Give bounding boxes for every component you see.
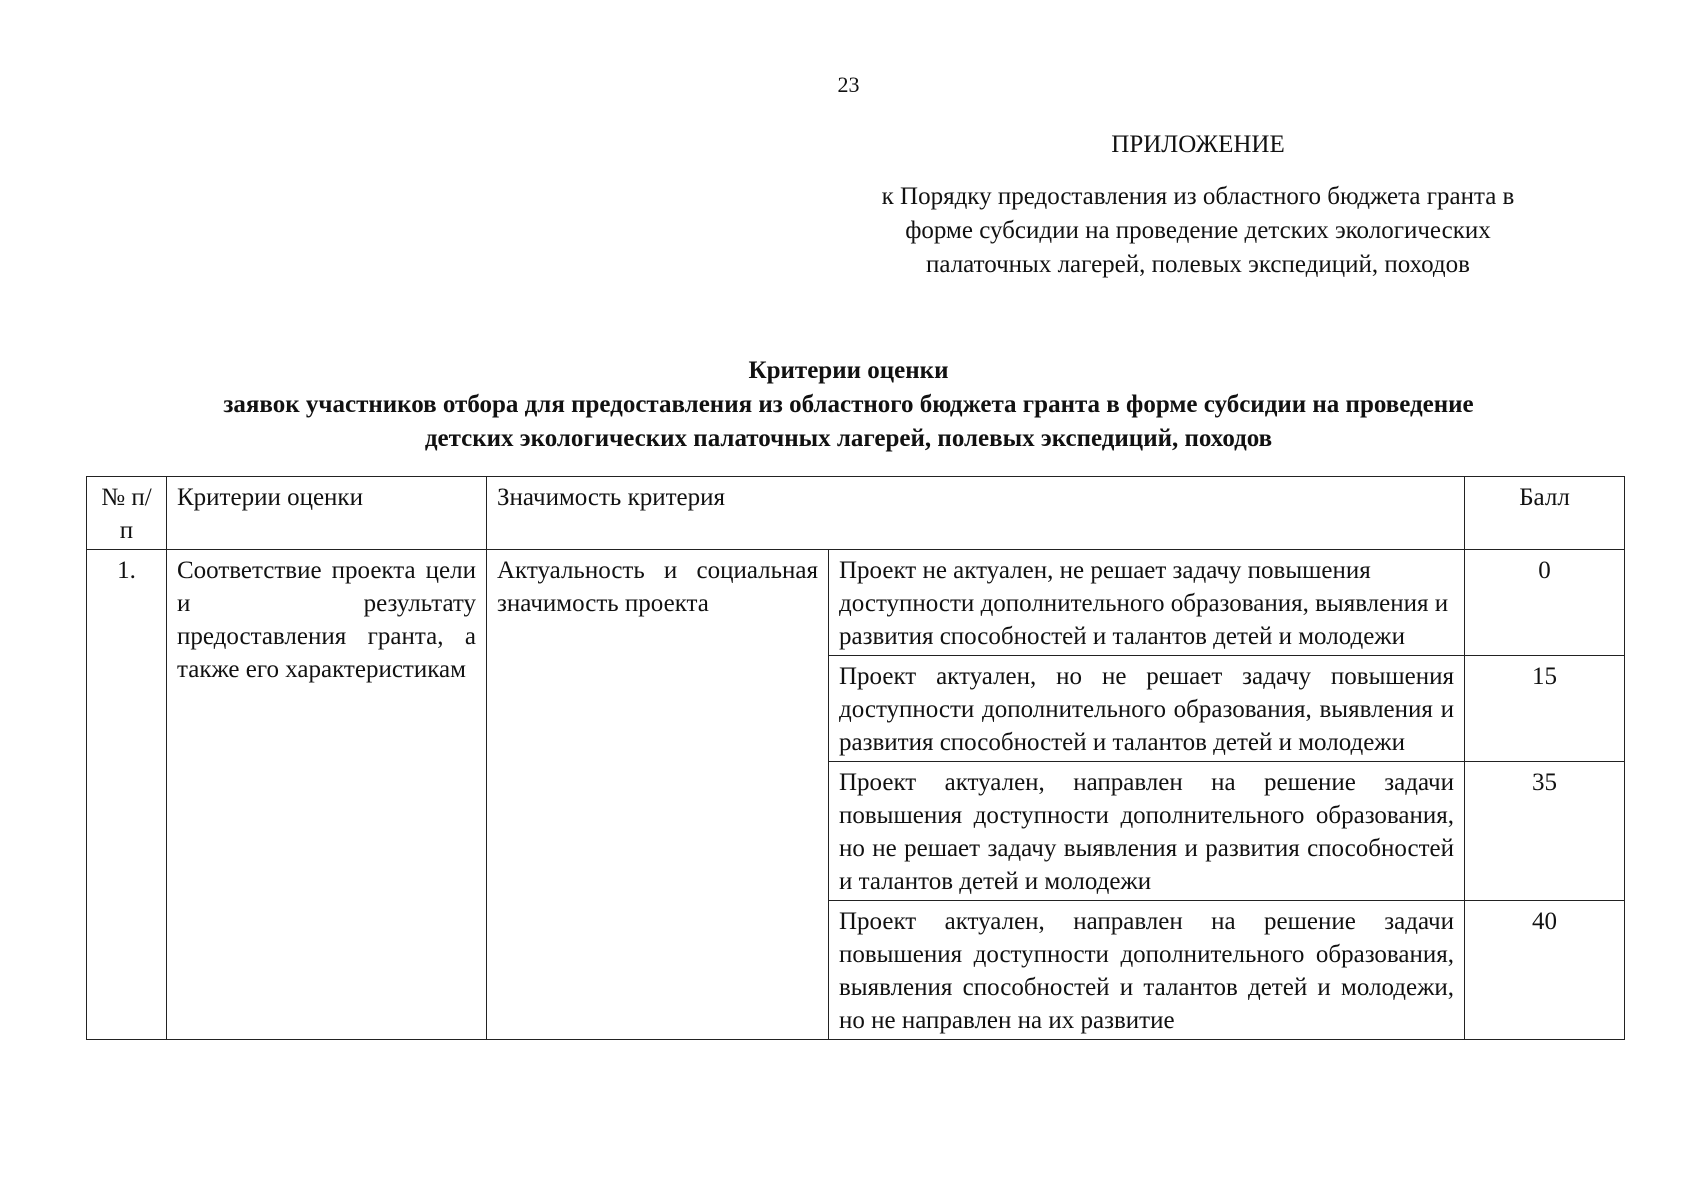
heading-line: заявок участников отбора для предоставления из областного бюджета гранта в форме субсидии на проведение (223, 391, 1474, 418)
appendix-subtitle-line: к Порядку предоставления из областного бюджета гранта в (881, 183, 1515, 210)
appendix-title: ПРИЛОЖЕНИЕ (1111, 131, 1285, 158)
header-score: Балл (1465, 477, 1625, 550)
appendix-subtitle-line: палаточных лагерей, полевых экспедиций, походов (926, 251, 1470, 278)
header-significance: Значимость критерия (487, 477, 1465, 550)
appendix-block (848, 128, 1548, 282)
level-description: Проект актуален, направлен на решение задачи повышения доступности дополнительного образования, выявления способностей и талантов детей и молодежи, но не направлен на их развитие (829, 901, 1465, 1040)
significance-cell: Актуальность и социальная значимость проекта (487, 550, 829, 1040)
header-num: № п/п (87, 477, 167, 550)
appendix-subtitle (848, 180, 1548, 282)
row-number: 1. (87, 550, 167, 1040)
table-row (87, 550, 1625, 656)
level-score: 15 (1465, 656, 1625, 762)
level-score: 0 (1465, 550, 1625, 656)
level-score: 35 (1465, 762, 1625, 901)
level-description: Проект не актуален, не решает задачу повышения доступности дополнительного образования, выявления и развития способностей и талантов детей и молодежи (829, 550, 1465, 656)
level-score: 40 (1465, 901, 1625, 1040)
criteria-table (86, 476, 1625, 1040)
criteria-cell: Соответствие проекта цели и результату предоставления гранта, а также его характеристикам (167, 550, 487, 1040)
heading-line: Критерии оценки (748, 357, 949, 384)
header-criteria: Критерии оценки (167, 477, 487, 550)
heading-line: детских экологических палаточных лагерей, полевых экспедиций, походов (424, 425, 1273, 452)
table-header-row (87, 477, 1625, 550)
document-heading (0, 354, 1697, 456)
level-description: Проект актуален, но не решает задачу повышения доступности дополнительного образования, выявления и развития способностей и талантов детей и молодежи (829, 656, 1465, 762)
page-number: 23 (837, 72, 860, 97)
appendix-subtitle-line: форме субсидии на проведение детских экологических (905, 217, 1491, 244)
level-description: Проект актуален, направлен на решение задачи повышения доступности дополнительного образования, но не решает задачу выявления и развития способностей и талантов детей и молодежи (829, 762, 1465, 901)
